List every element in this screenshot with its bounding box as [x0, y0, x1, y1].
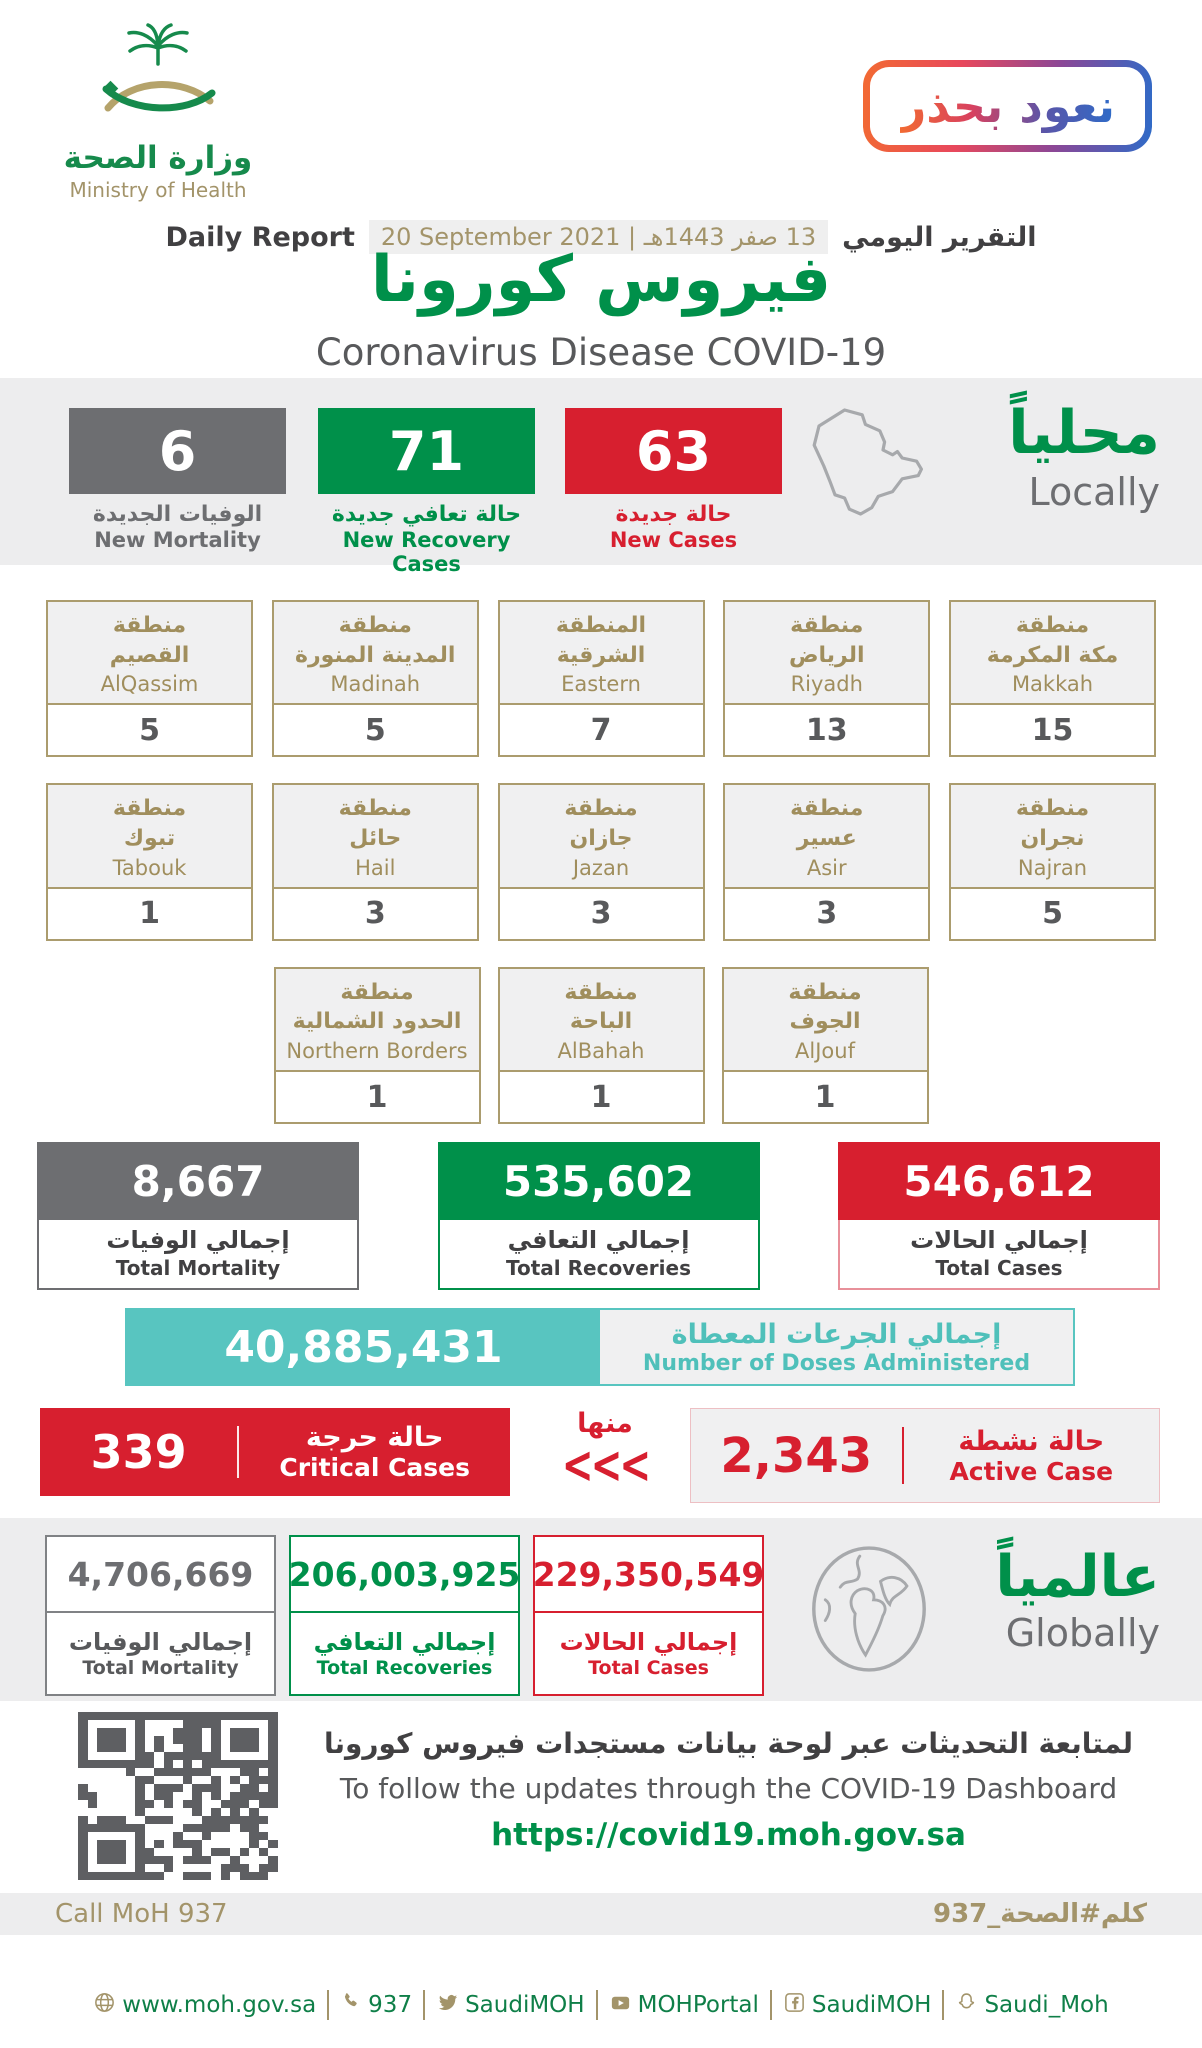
- new-mortality-value: 6: [69, 408, 286, 494]
- doses-label-ar: إجمالي الجرعات المعطاة: [671, 1318, 1002, 1350]
- new-recoveries-stat: 71 حالة تعافي جديدة New Recovery Cases: [318, 408, 535, 576]
- doses-administered-bar: [125, 1308, 1075, 1386]
- globally-heading: عالمياً Globally: [995, 1544, 1160, 1655]
- phone-icon: [340, 1991, 362, 2019]
- facebook-link[interactable]: SaudiMOH: [783, 1991, 932, 2020]
- global-mortality-value: 4,706,669: [47, 1537, 274, 1613]
- twitter-icon: [436, 1991, 459, 2020]
- global-cases-value: 229,350,549: [535, 1537, 762, 1613]
- total-recoveries-card: 535,602 إجمالي التعافي Total Recoveries: [438, 1142, 760, 1290]
- region-card-albahah: منطقة الباحة AlBahah 1: [498, 967, 705, 1124]
- regions-grid: [46, 600, 1156, 1150]
- region-value: 15: [1031, 712, 1074, 748]
- global-mortality-card: 4,706,669 إجمالي الوفيات Total Mortality: [45, 1535, 276, 1696]
- divider: [596, 1990, 598, 2020]
- divider: [942, 1990, 944, 2020]
- regions-row-3: [46, 967, 1156, 1124]
- total-cases-value: 546,612: [838, 1142, 1160, 1220]
- doses-label-en: Number of Doses Administered: [642, 1350, 1031, 1376]
- region-value: 7: [590, 712, 612, 748]
- badge-text: نعود بحذر: [899, 79, 1115, 133]
- youtube-link[interactable]: MOHPortal: [609, 1991, 759, 2020]
- ministry-name-english: Ministry of Health: [69, 178, 247, 202]
- twitter-link[interactable]: SaudiMOH: [436, 1991, 585, 2020]
- global-cases-card: 229,350,549 إجمالي الحالات Total Cases: [533, 1535, 764, 1696]
- region-card-riyadh: منطقة الرياض Riyadh 13: [723, 600, 930, 757]
- snapchat-icon: [955, 1991, 978, 2020]
- region-card-madinah: منطقة المدينة المنورة Madinah 5: [272, 600, 479, 757]
- new-cases-stat: 63 حالة جديدة New Cases: [565, 408, 782, 552]
- region-card-alqassim: منطقة القصيم AlQassim 5: [46, 600, 253, 757]
- region-card-asir: منطقة عسير Asir 3: [723, 783, 930, 940]
- region-value: 3: [816, 896, 838, 932]
- divider: [423, 1990, 425, 2020]
- moh-emblem-icon: [76, 119, 240, 138]
- new-cases-value: 63: [565, 408, 782, 494]
- doses-value: 40,885,431: [127, 1310, 600, 1384]
- locally-heading: محلياً Locally: [1008, 398, 1160, 514]
- youtube-icon: [609, 1991, 632, 2020]
- footer-links: [0, 1990, 1202, 2020]
- critical-cases-value: 339: [90, 1425, 187, 1479]
- moh-logo: [44, 22, 272, 202]
- region-card-northern-borders: منطقة الحدود الشمالية Northern Borders 1: [274, 967, 481, 1124]
- phone-link[interactable]: 937: [340, 1991, 412, 2019]
- divider: [327, 1990, 329, 2020]
- region-value: 5: [139, 712, 160, 748]
- region-card-hail: منطقة حائل Hail 3: [272, 783, 479, 940]
- report-date-hijri: 13 صفر 1443هـ: [643, 223, 817, 251]
- region-value: 1: [139, 896, 160, 932]
- globally-section: [0, 1518, 1202, 1701]
- daily-report-label-ar: التقرير اليومي: [842, 221, 1037, 253]
- return-with-caution-badge: [863, 60, 1152, 152]
- ministry-name-arabic: وزارة الصحة: [63, 140, 253, 176]
- divider: [770, 1990, 772, 2020]
- region-value: 5: [1042, 896, 1063, 932]
- regions-row-2: [46, 783, 1156, 940]
- chevrons-left-icon: <<<: [561, 1435, 649, 1495]
- region-card-najran: منطقة نجران Najran 5: [949, 783, 1156, 940]
- locally-section: [0, 378, 1202, 576]
- facebook-icon: [783, 1991, 806, 2020]
- website-link[interactable]: www.moh.gov.sa: [93, 1991, 316, 2020]
- region-value: 1: [590, 1079, 612, 1115]
- new-recoveries-value: 71: [318, 408, 535, 494]
- region-value: 5: [364, 712, 386, 748]
- active-cases-box: 2,343 حالة نشطة Active Case: [690, 1408, 1160, 1503]
- page-title-english: Coronavirus Disease COVID-19: [315, 331, 887, 374]
- regions-row-1: [46, 600, 1156, 757]
- region-card-aljouf: منطقة الجوف AlJouf 1: [722, 967, 929, 1124]
- dashboard-text-en: To follow the updates through the COVID-19 Dashboard: [339, 1772, 1118, 1805]
- global-recoveries-card: 206,003,925 إجمالي التعافي Total Recoveries: [289, 1535, 520, 1696]
- critical-cases-box: 339 حالة حرجة Critical Cases: [40, 1408, 510, 1496]
- new-mortality-stat: 6 الوفيات الجديدة New Mortality: [69, 408, 286, 552]
- locally-totals: [37, 1142, 1160, 1290]
- page-title-arabic: فيروس كورونا: [370, 243, 832, 317]
- region-card-eastern: المنطقة الشرقية Eastern 7: [498, 600, 705, 757]
- region-value: 13: [805, 712, 848, 748]
- call-moh-strip: [0, 1893, 1202, 1935]
- call-moh-hashtag: كلم#الصحة_937: [933, 1899, 1147, 1929]
- region-value: 3: [590, 896, 612, 932]
- total-mortality-value: 8,667: [37, 1142, 359, 1220]
- region-card-jazan: منطقة جازان Jazan 3: [498, 783, 705, 940]
- region-value: 1: [366, 1079, 388, 1115]
- region-card-tabouk: منطقة تبوك Tabouk 1: [46, 783, 253, 940]
- global-recoveries-value: 206,003,925: [291, 1537, 518, 1613]
- daily-report-label-en: Daily Report: [165, 221, 355, 253]
- total-mortality-card: 8,667 إجمالي الوفيات Total Mortality: [37, 1142, 359, 1290]
- of-which-connector: منها <<<: [561, 1408, 649, 1495]
- active-cases-value: 2,343: [720, 1427, 873, 1484]
- call-moh-en: Call MoH 937: [55, 1899, 228, 1929]
- snapchat-link[interactable]: Saudi_Moh: [955, 1991, 1108, 2020]
- dashboard-text-ar: لمتابعة التحديثات عبر لوحة بيانات مستجدات فيروس كورونا: [323, 1727, 1134, 1760]
- qr-code: [78, 1712, 278, 1880]
- total-cases-card: 546,612 إجمالي الحالات Total Cases: [838, 1142, 1160, 1290]
- report-date: 20 September 2021 | 13 صفر 1443هـ: [369, 220, 828, 254]
- region-value: 1: [814, 1079, 836, 1115]
- region-value: 3: [364, 896, 386, 932]
- globe-icon: [93, 1991, 116, 2020]
- dashboard-info: [300, 1727, 1157, 1853]
- critical-active-row: [40, 1408, 1160, 1503]
- total-recoveries-value: 535,602: [438, 1142, 760, 1220]
- dashboard-url-link[interactable]: https://covid19.moh.gov.sa: [491, 1817, 966, 1853]
- region-card-makkah: منطقة مكة المكرمة Makkah 15: [949, 600, 1156, 757]
